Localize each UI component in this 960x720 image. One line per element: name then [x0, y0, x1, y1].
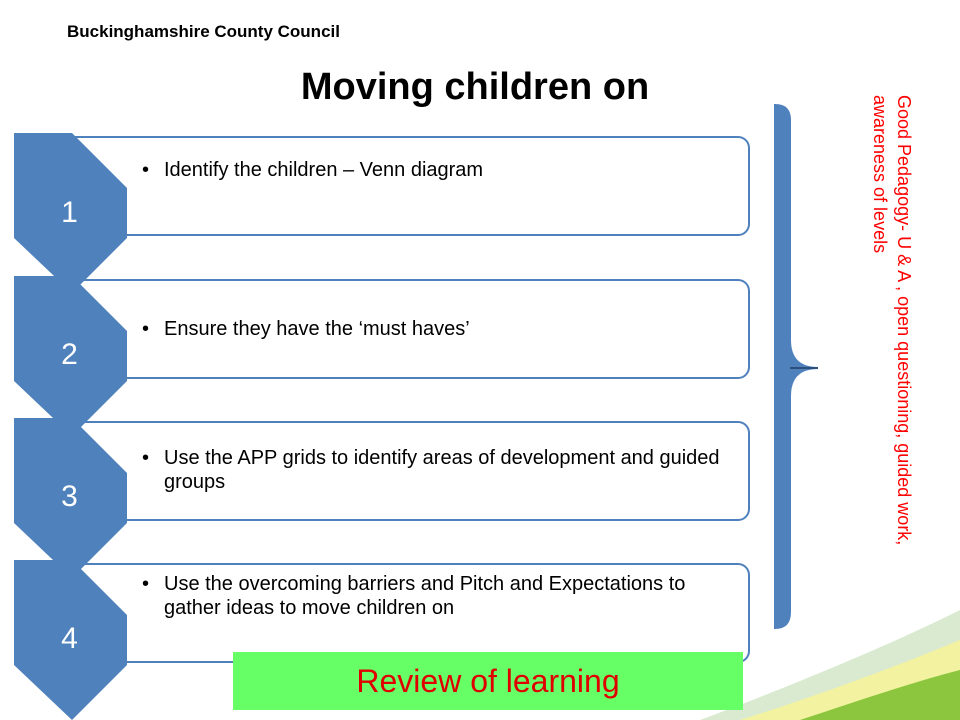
- organisation-name: Buckinghamshire County Council: [67, 22, 340, 41]
- review-banner: Review of learning: [233, 652, 743, 710]
- step-2-number: 2: [61, 338, 78, 371]
- step-4-bullet: • Use the overcoming barriers and Pitch and Expectations to gather ideas to move children on: [164, 572, 740, 620]
- right-brace: [770, 100, 830, 640]
- step-3-text: [140, 446, 740, 494]
- page-title: Moving children on: [300, 66, 650, 108]
- step-4-text: [140, 572, 740, 620]
- step-3-number: 3: [61, 480, 78, 513]
- step-4-number: 4: [61, 622, 78, 655]
- step-1-text: [140, 158, 740, 182]
- step-1-bullet: • Identify the children – Venn diagram: [164, 158, 740, 182]
- step-2-bullet: • Ensure they have the ‘must haves’: [164, 317, 740, 341]
- step-2-text: [140, 317, 740, 341]
- step-3-bullet: • Use the APP grids to identify areas of development and guided groups: [164, 446, 740, 494]
- pedagogy-note: Good Pedagogy- U & A , open questioning, guided work, awareness of levels: [870, 95, 914, 546]
- step-1-number: 1: [61, 196, 78, 229]
- step-1-box: [60, 136, 750, 236]
